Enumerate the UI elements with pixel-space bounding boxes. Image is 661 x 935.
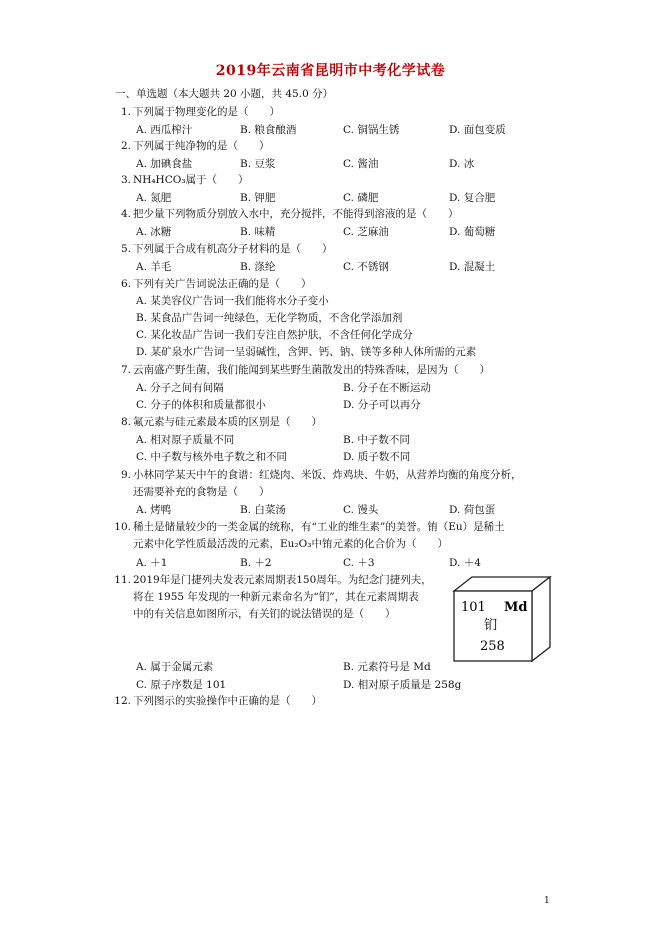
question-text: 小林同学某天中午的食谱：红烧肉、米饭、炸鸡块、牛奶，从营养均衡的角度分析， xyxy=(133,469,522,481)
option: C. 磷肥 xyxy=(343,192,379,204)
option: C. 酱油 xyxy=(343,158,379,170)
option: A. 冰糖 xyxy=(136,226,172,238)
option: C. 某化妆品广告词一我们专注自然护肤，不含任何化学成分 xyxy=(136,329,413,341)
question-text: 元素中化学性质最活泼的元素，Eu₂O₃中铕元素的化合价为（ ） xyxy=(133,538,448,550)
option: B. 钾肥 xyxy=(240,192,276,204)
atomic-mass: 258 xyxy=(480,639,505,654)
option: D. 复合肥 xyxy=(449,192,496,204)
question-number: 9. xyxy=(120,469,131,481)
question-number: 7. xyxy=(120,364,131,376)
option: C. 馒头 xyxy=(343,504,379,516)
option: A. 羊毛 xyxy=(136,261,172,273)
question-number: 5. xyxy=(120,243,131,255)
option: D. 质子数不同 xyxy=(343,451,411,463)
option: B. 某食品广告词一纯绿色，无化学物质，不含化学添加剂 xyxy=(136,312,403,324)
option: A. 西瓜榨汁 xyxy=(136,124,193,136)
question-number: 8. xyxy=(120,416,131,428)
option: A. 属于金属元素 xyxy=(136,661,214,673)
option: C. 不锈钢 xyxy=(343,261,389,273)
option: D. 分子可以再分 xyxy=(343,399,421,411)
option: B. 白菜汤 xyxy=(240,504,286,516)
question-text: 下列属于物理变化的是（ ） xyxy=(133,106,280,118)
element-info-figure xyxy=(452,575,552,669)
question-number: 11. xyxy=(114,574,131,586)
option: C. ＋3 xyxy=(343,557,375,569)
option: A. 加碘食盐 xyxy=(136,158,193,170)
option: D. 葡萄糖 xyxy=(449,226,496,238)
question-number: 12. xyxy=(114,695,131,707)
question-text: 下列有关广告词说法正确的是（ ） xyxy=(133,278,312,290)
question-text: 云南盛产野生菌，我们能闻到某些野生菌散发出的特殊香味，是因为（ ） xyxy=(133,364,490,376)
option: C. 分子的体积和质量都很小 xyxy=(136,399,266,411)
question-text: 下列属于纯净物的是（ ） xyxy=(133,140,270,152)
question-number: 4. xyxy=(120,208,131,220)
question-text: NH₄HCO₃属于（ ） xyxy=(133,174,249,186)
element-symbol: Md xyxy=(504,600,528,615)
question-number: 1. xyxy=(120,106,131,118)
option: D. 某矿泉水广告词一呈弱碱性，含钾、钙、钠、镁等多种人体所需的元素 xyxy=(136,346,477,358)
section-heading: 一、单选题（本大题共 20 小题，共 45.0 分） xyxy=(115,88,334,100)
option: B. 分子在不断运动 xyxy=(343,382,431,394)
option: C. 原子序数是 101 xyxy=(136,679,227,691)
option: A. 某美容仪广告词一我们能将水分子变小 xyxy=(136,295,329,307)
option: C. 铜锅生锈 xyxy=(343,124,400,136)
page-number: 1 xyxy=(544,896,550,906)
option: B. 元素符号是 Md xyxy=(343,661,431,673)
question-text: 下列属于合成有机高分子材料的是（ ） xyxy=(133,243,333,255)
option: D. 相对原子质量是 258g xyxy=(343,679,462,691)
option: B. 豆浆 xyxy=(240,158,276,170)
option: B. 粮食酿酒 xyxy=(240,124,297,136)
question-text: 氟元素与硅元素最本质的区别是（ ） xyxy=(133,416,322,428)
option: D. 荷包蛋 xyxy=(449,504,496,516)
option: B. ＋2 xyxy=(240,557,272,569)
question-text: 稀土是储量较少的一类金属的统称，有“工业的维生素”的美誉。铕（Eu）是稀土 xyxy=(133,521,505,533)
question-text: 中的有关信息如图所示，有关钔的说法错误的是（ ） xyxy=(133,608,396,620)
option: A. 相对原子质量不同 xyxy=(136,434,235,446)
option: A. 氮肥 xyxy=(136,192,172,204)
option: B. 涤纶 xyxy=(240,261,276,273)
option: B. 中子数不同 xyxy=(343,434,410,446)
question-number: 6. xyxy=(120,278,131,290)
option: A. 分子之间有间隔 xyxy=(136,382,224,394)
page-title: 2019年云南省昆明市中考化学试卷 xyxy=(215,63,446,79)
option: D. ＋4 xyxy=(449,557,481,569)
question-text: 2019年是门捷列夫发表元素周期表150周年。为纪念门捷列夫， xyxy=(133,574,432,586)
question-text: 将在 1955 年发现的一种新元素命名为“钔”，其在元素周期表 xyxy=(133,591,419,603)
option: C. 芝麻油 xyxy=(343,226,389,238)
question-number: 2. xyxy=(120,140,131,152)
option: A. ＋1 xyxy=(136,557,168,569)
option: D. 混凝土 xyxy=(449,261,496,273)
question-number: 10. xyxy=(114,521,131,533)
atomic-number: 101 xyxy=(461,600,486,615)
option: A. 烤鸭 xyxy=(136,504,172,516)
question-text: 下列图示的实验操作中正确的是（ ） xyxy=(133,695,322,707)
option: D. 冰 xyxy=(449,158,475,170)
question-number: 3. xyxy=(120,174,131,186)
option: C. 中子数与核外电子数之和不同 xyxy=(136,451,287,463)
question-text: 还需要补充的食物是（ ） xyxy=(133,486,270,498)
element-name: 钔 xyxy=(484,618,498,633)
option: B. 味精 xyxy=(240,226,276,238)
question-text: 把少量下列物质分别放入水中，充分搅拌，不能得到溶液的是（ ） xyxy=(133,208,459,220)
option: D. 面包变质 xyxy=(449,124,506,136)
